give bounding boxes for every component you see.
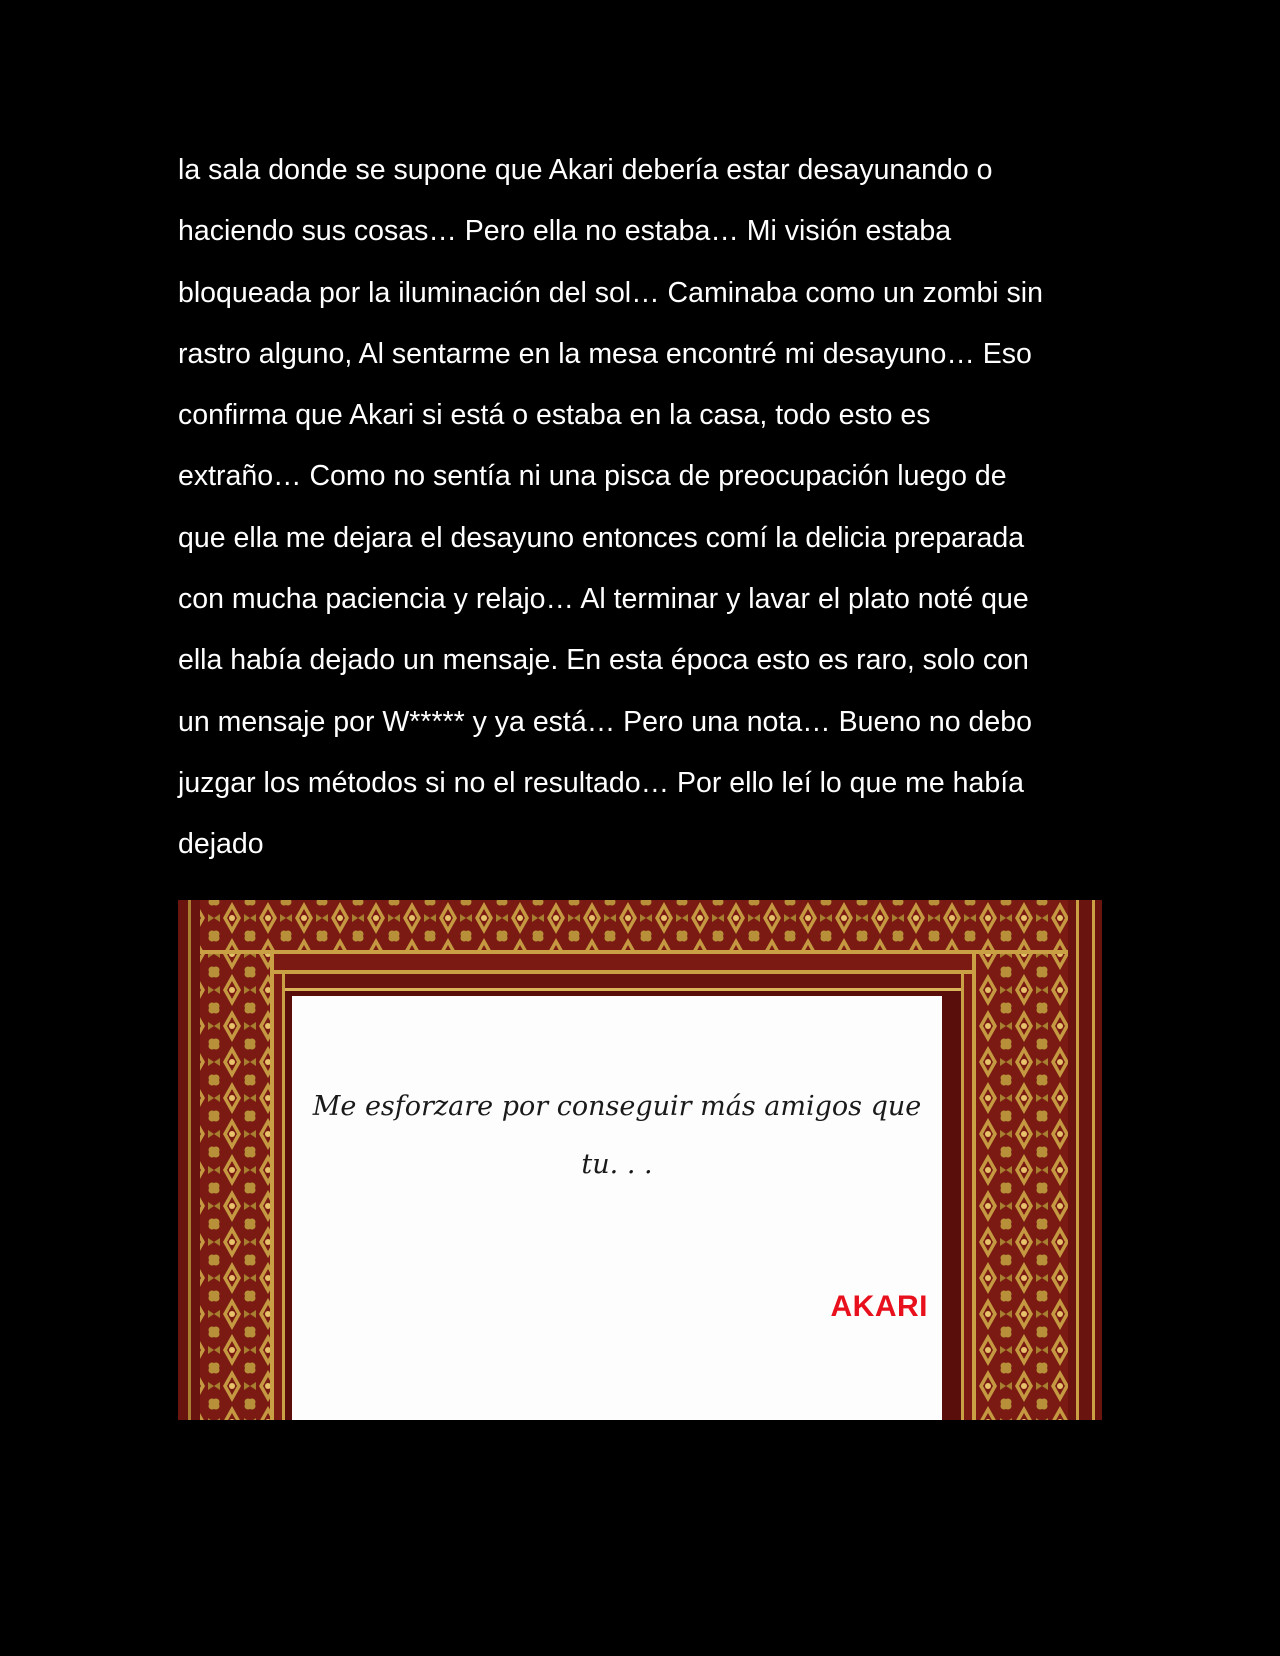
note-message-line: Me esforzare por conseguir más amigos que <box>312 1091 922 1122</box>
text-line: que ella me dejara el desayuno entonces comí la delicia preparada <box>178 521 1025 554</box>
text-line: juzgar los métodos si no el resultado… Por ello leí lo que me había <box>178 766 1024 799</box>
text-line: la sala donde se supone que Akari debería estar desayunando o <box>178 154 993 186</box>
text-line: rastro alguno, Al sentarme en la mesa encontré mi desayuno… Eso <box>178 337 1032 370</box>
note-image <box>178 900 1102 1420</box>
text-line: ella había dejado un mensaje. En esta época esto es raro, solo con <box>178 644 1029 677</box>
text-line: confirma que Akari si está o estaba en la casa, todo esto es <box>178 399 931 432</box>
text-line: un mensaje por W***** y ya está… Pero una nota… Bueno no debo <box>178 705 1032 738</box>
note-signature: AKARI <box>830 1290 928 1323</box>
text-line: bloqueada por la iluminación del sol… Caminaba como un zombi sin <box>178 276 1043 309</box>
text-line: dejado <box>178 828 264 861</box>
text-line: haciendo sus cosas… Pero ella no estaba… Mi visión estaba <box>178 215 952 248</box>
text-line: extraño… Como no sentía ni una pisca de preocupación luego de <box>178 460 1007 493</box>
text-line: con mucha paciencia y relajo… Al terminar y lavar el plato noté que <box>178 583 1029 616</box>
note-message <box>302 1078 932 1194</box>
note-card <box>292 996 942 1420</box>
note-message-line: tu. . . <box>581 1149 653 1180</box>
story-paragraph <box>178 140 1108 876</box>
